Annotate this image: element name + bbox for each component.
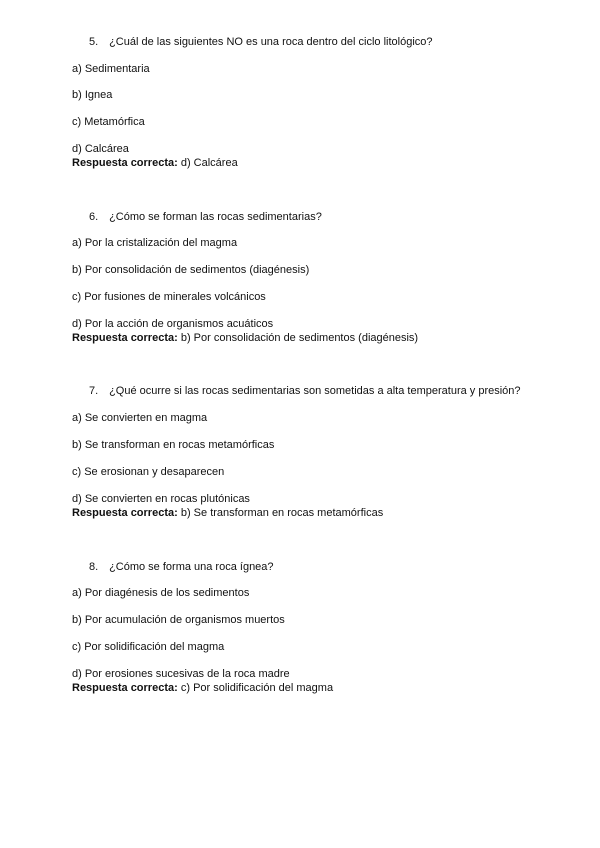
option-a: a) Sedimentaria: [72, 63, 150, 75]
option-d: d) Por la acción de organismos acuáticos: [72, 318, 274, 330]
question-title: [89, 36, 433, 48]
question-title: [89, 385, 521, 397]
option-d: d) Calcárea: [72, 143, 129, 155]
correct-answer: [72, 157, 238, 169]
option-c: c) Metamórfica: [72, 116, 145, 128]
option-b: b) Por acumulación de organismos muertos: [72, 614, 285, 626]
correct-answer: [72, 682, 333, 694]
option-b: b) Por consolidación de sedimentos (diagénesis): [72, 264, 310, 276]
option-a: a) Por diagénesis de los sedimentos: [72, 587, 250, 599]
answer-label: Respuesta correcta:: [72, 682, 178, 694]
question-number: 6.: [89, 211, 99, 223]
option-a: a) Se convierten en magma: [72, 412, 208, 424]
option-a: a) Por la cristalización del magma: [72, 237, 238, 249]
question-number: 5.: [89, 36, 99, 48]
question-title: [89, 211, 322, 223]
question-text: ¿Cómo se forman las rocas sedimentarias?: [109, 211, 322, 223]
answer-value: b) Por consolidación de sedimentos (diagénesis): [180, 332, 419, 344]
option-d: d) Se convierten en rocas plutónicas: [72, 493, 250, 505]
answer-label: Respuesta correcta:: [72, 507, 178, 519]
question-text: ¿Qué ocurre si las rocas sedimentarias son sometidas a alta temperatura y presión?: [109, 385, 521, 397]
answer-label: Respuesta correcta:: [72, 157, 178, 169]
option-c: c) Se erosionan y desaparecen: [72, 466, 225, 478]
question-number: 8.: [89, 561, 99, 573]
answer-value: c) Por solidificación del magma: [180, 682, 334, 694]
correct-answer: [72, 507, 383, 519]
option-b: b) Se transforman en rocas metamórficas: [72, 439, 275, 451]
question-number: 7.: [89, 385, 99, 397]
option-c: c) Por fusiones de minerales volcánicos: [72, 291, 266, 303]
answer-value: d) Calcárea: [180, 157, 238, 169]
option-b: b) Ignea: [72, 89, 113, 101]
answer-label: Respuesta correcta:: [72, 332, 178, 344]
answer-value: b) Se transforman en rocas metamórficas: [180, 507, 384, 519]
option-c: c) Por solidificación del magma: [72, 641, 225, 653]
question-text: ¿Cómo se forma una roca ígnea?: [109, 561, 274, 573]
question-text: ¿Cuál de las siguientes NO es una roca dentro del ciclo litológico?: [109, 36, 433, 48]
question-title: [89, 561, 274, 573]
correct-answer: [72, 332, 418, 344]
option-d: d) Por erosiones sucesivas de la roca madre: [72, 668, 290, 680]
